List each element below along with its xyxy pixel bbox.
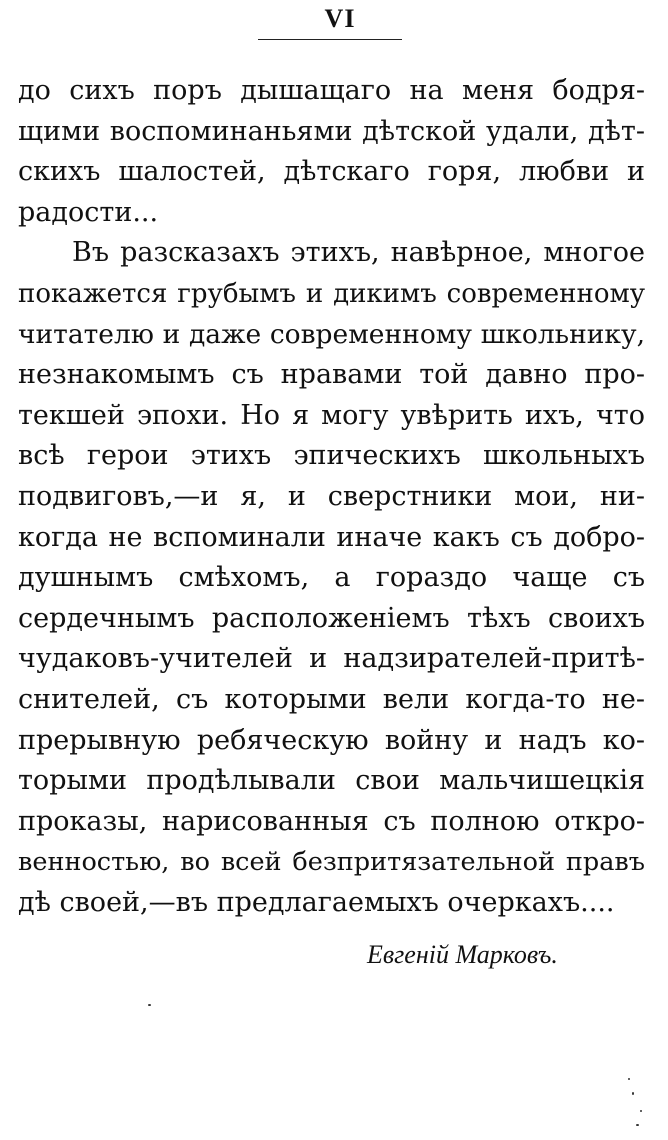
text-line: незнакомымъ съ нравами той давно про- [18, 359, 645, 391]
text-line: до сихъ поръ дышащаго на меня бодря- [18, 75, 645, 106]
text-line: покажется грубымъ и дикимъ современному [18, 278, 645, 309]
text-line: скихъ шалостей, дѣтскаго горя, любви и [18, 156, 645, 188]
scan-speck [636, 1124, 639, 1126]
text-line: подвиговъ,—и я, и сверстники мои, ни- [18, 480, 645, 512]
scan-speck [628, 1078, 630, 1080]
text-line: снителей, съ которыми вели когда-то не- [18, 683, 645, 715]
text-line: дѣ своей,—въ предлагаемыхъ очеркахъ.... [18, 886, 615, 918]
header-rule [258, 39, 402, 40]
text-line: сердечнымъ расположеніемъ тѣхъ своихъ [18, 602, 645, 634]
text-line: торыми продѣлывали свои мальчишецкія [18, 765, 645, 797]
text-line: Въ разсказахъ этихъ, навѣрное, многое [72, 237, 645, 269]
scan-speck [640, 1110, 642, 1112]
text-line: венностью, во всей безпритязательной правъ [18, 847, 645, 878]
author-signature: Евгеній Марковъ. [367, 940, 558, 969]
page-number: VI [324, 4, 356, 33]
text-line: прерывную ребяческую войну и надъ ко- [18, 724, 645, 756]
text-line: когда не вспоминали иначе какъ съ добро- [18, 521, 645, 553]
text-line: проказы, нарисованныя съ полною откро- [18, 805, 645, 837]
text-line: чудаковъ-учителей и надзирателей-притѣ- [18, 643, 645, 675]
scan-speck [148, 1004, 151, 1006]
text-line: душнымъ смѣхомъ, а гораздо чаще съ [18, 562, 645, 594]
text-line: текшей эпохи. Но я могу увѣрить ихъ, что [18, 399, 645, 431]
body-text [18, 71, 645, 923]
scan-speck [632, 1092, 634, 1095]
text-line: читателю и даже современному школьнику, [18, 318, 645, 350]
text-line: всѣ герои этихъ эпическихъ школьныхъ [18, 440, 645, 472]
page-header [0, 4, 668, 34]
text-line: щими воспоминаньями дѣтской удали, дѣт- [18, 115, 645, 147]
text-line: радости... [18, 196, 159, 228]
